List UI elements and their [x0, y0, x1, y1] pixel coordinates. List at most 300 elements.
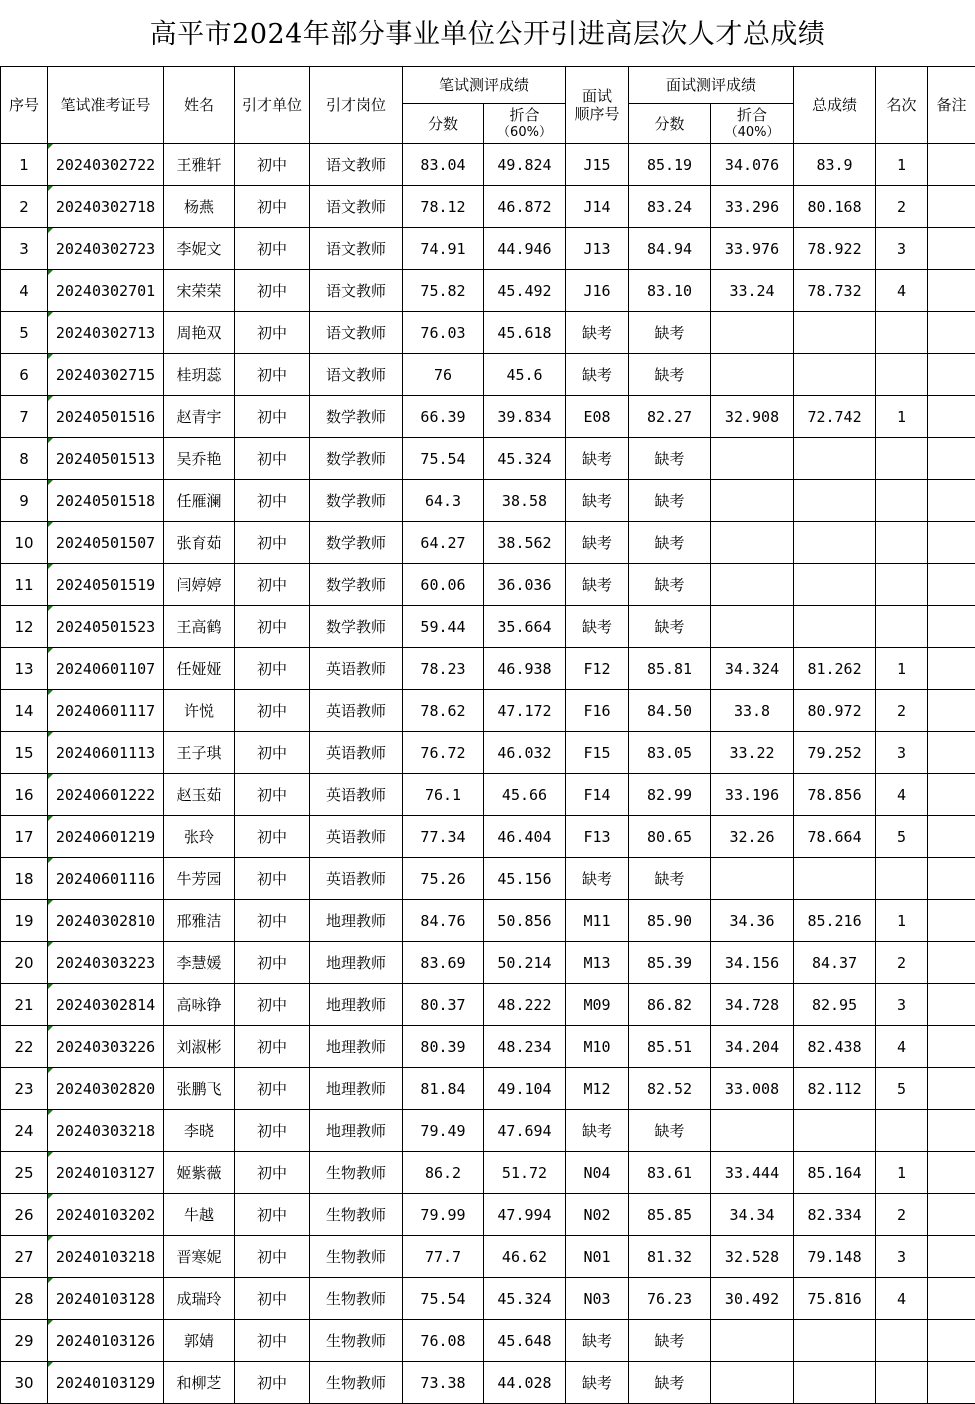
cell-seq: 18: [1, 858, 48, 900]
table-row: [1, 1152, 975, 1194]
cell-name: 成瑞玲: [164, 1278, 235, 1320]
cell-unit: 初中: [235, 522, 310, 564]
cell-total: 84.37: [794, 942, 876, 984]
cell-exam-no: 20240103126: [48, 1320, 164, 1362]
cell-interview-conv: 34.204: [711, 1026, 794, 1068]
cell-total: 85.216: [794, 900, 876, 942]
cell-written-score: 75.54: [403, 438, 484, 480]
cell-name: 郭婧: [164, 1320, 235, 1362]
cell-rank: 2: [876, 942, 928, 984]
cell-interview-score: 85.90: [629, 900, 711, 942]
cell-interview-score: 81.32: [629, 1236, 711, 1278]
cell-rank: 1: [876, 648, 928, 690]
cell-interview-order: 缺考: [566, 354, 629, 396]
cell-unit: 初中: [235, 354, 310, 396]
cell-interview-order: 缺考: [566, 438, 629, 480]
cell-written-score: 77.7: [403, 1236, 484, 1278]
cell-interview-order: 缺考: [566, 1110, 629, 1152]
cell-interview-score: 83.05: [629, 732, 711, 774]
cell-exam-no: 20240303223: [48, 942, 164, 984]
cell-unit: 初中: [235, 228, 310, 270]
cell-written-conv: 47.694: [484, 1110, 566, 1152]
cell-name: 晋寒妮: [164, 1236, 235, 1278]
cell-unit: 初中: [235, 1152, 310, 1194]
cell-interview-score: 83.24: [629, 186, 711, 228]
cell-total: [794, 1110, 876, 1152]
cell-interview-conv: 32.908: [711, 396, 794, 438]
cell-seq: 26: [1, 1194, 48, 1236]
cell-rank: 1: [876, 1152, 928, 1194]
cell-interview-order: M12: [566, 1068, 629, 1110]
header-remark: 备注: [928, 67, 975, 144]
header-interview-conv-line1: 折合: [737, 105, 768, 124]
cell-seq: 13: [1, 648, 48, 690]
cell-name: 邢雅洁: [164, 900, 235, 942]
cell-rank: [876, 480, 928, 522]
cell-post: 生物教师: [310, 1320, 403, 1362]
cell-interview-order: E08: [566, 396, 629, 438]
table-row: [1, 1236, 975, 1278]
cell-remark: [928, 522, 975, 564]
table-row: [1, 942, 975, 984]
header-written-score: 分数: [403, 104, 484, 144]
cell-written-conv: 48.234: [484, 1026, 566, 1068]
cell-written-conv: 38.562: [484, 522, 566, 564]
cell-interview-score: 缺考: [629, 312, 711, 354]
cell-written-score: 59.44: [403, 606, 484, 648]
cell-exam-no: 20240601117: [48, 690, 164, 732]
cell-rank: 2: [876, 186, 928, 228]
cell-interview-conv: [711, 522, 794, 564]
cell-interview-conv: 33.296: [711, 186, 794, 228]
cell-written-conv: 48.222: [484, 984, 566, 1026]
cell-written-score: 75.54: [403, 1278, 484, 1320]
cell-name: 李慧媛: [164, 942, 235, 984]
header-post: 引才岗位: [310, 67, 403, 144]
cell-interview-score: 85.81: [629, 648, 711, 690]
cell-name: 牛芳园: [164, 858, 235, 900]
cell-exam-no: 20240103128: [48, 1278, 164, 1320]
cell-remark: [928, 144, 975, 186]
cell-name: 许悦: [164, 690, 235, 732]
cell-total: [794, 1320, 876, 1362]
cell-post: 语文教师: [310, 186, 403, 228]
table-row: [1, 732, 975, 774]
header-name: 姓名: [164, 67, 235, 144]
cell-written-conv: 49.824: [484, 144, 566, 186]
cell-rank: [876, 858, 928, 900]
cell-seq: 24: [1, 1110, 48, 1152]
cell-interview-order: M09: [566, 984, 629, 1026]
cell-name: 周艳双: [164, 312, 235, 354]
cell-remark: [928, 396, 975, 438]
cell-interview-conv: [711, 564, 794, 606]
cell-post: 英语教师: [310, 648, 403, 690]
cell-written-conv: 47.172: [484, 690, 566, 732]
cell-rank: 2: [876, 1194, 928, 1236]
header-written-conv-line1: 折合: [509, 105, 540, 124]
cell-interview-conv: 32.528: [711, 1236, 794, 1278]
cell-unit: 初中: [235, 564, 310, 606]
cell-interview-score: 缺考: [629, 438, 711, 480]
cell-seq: 29: [1, 1320, 48, 1362]
cell-name: 吴乔艳: [164, 438, 235, 480]
cell-unit: 初中: [235, 648, 310, 690]
cell-remark: [928, 774, 975, 816]
cell-written-score: 80.37: [403, 984, 484, 1026]
cell-exam-no: 20240302722: [48, 144, 164, 186]
header-written-conv-line2: （60%）: [497, 124, 552, 140]
cell-seq: 2: [1, 186, 48, 228]
cell-interview-conv: 34.076: [711, 144, 794, 186]
cell-total: 72.742: [794, 396, 876, 438]
page-title: 高平市2024年部分事业单位公开引进高层次人才总成绩: [149, 19, 826, 50]
table-row: [1, 354, 975, 396]
cell-seq: 7: [1, 396, 48, 438]
cell-written-score: 75.82: [403, 270, 484, 312]
cell-interview-conv: 33.444: [711, 1152, 794, 1194]
cell-seq: 27: [1, 1236, 48, 1278]
cell-remark: [928, 900, 975, 942]
cell-remark: [928, 1026, 975, 1068]
cell-interview-conv: 34.156: [711, 942, 794, 984]
cell-written-conv: 46.872: [484, 186, 566, 228]
cell-written-conv: 50.214: [484, 942, 566, 984]
cell-remark: [928, 438, 975, 480]
cell-interview-score: 82.99: [629, 774, 711, 816]
cell-unit: 初中: [235, 1110, 310, 1152]
cell-name: 张育茹: [164, 522, 235, 564]
table-row: [1, 1110, 975, 1152]
cell-rank: [876, 1320, 928, 1362]
cell-exam-no: 20240601107: [48, 648, 164, 690]
cell-name: 赵玉茹: [164, 774, 235, 816]
cell-post: 地理教师: [310, 1110, 403, 1152]
cell-seq: 17: [1, 816, 48, 858]
cell-exam-no: 20240302718: [48, 186, 164, 228]
cell-name: 宋荣荣: [164, 270, 235, 312]
cell-written-score: 78.62: [403, 690, 484, 732]
cell-written-score: 60.06: [403, 564, 484, 606]
cell-post: 数学教师: [310, 480, 403, 522]
cell-interview-order: 缺考: [566, 522, 629, 564]
table-row: [1, 858, 975, 900]
cell-seq: 9: [1, 480, 48, 522]
cell-interview-conv: 34.324: [711, 648, 794, 690]
cell-seq: 5: [1, 312, 48, 354]
cell-written-conv: 45.6: [484, 354, 566, 396]
cell-name: 姬紫薇: [164, 1152, 235, 1194]
cell-post: 英语教师: [310, 816, 403, 858]
cell-unit: 初中: [235, 1236, 310, 1278]
cell-exam-no: 20240303218: [48, 1110, 164, 1152]
cell-post: 数学教师: [310, 522, 403, 564]
cell-unit: 初中: [235, 312, 310, 354]
cell-exam-no: 20240302701: [48, 270, 164, 312]
cell-written-score: 76: [403, 354, 484, 396]
cell-written-conv: 45.156: [484, 858, 566, 900]
cell-interview-order: 缺考: [566, 480, 629, 522]
cell-written-conv: 51.72: [484, 1152, 566, 1194]
cell-remark: [928, 1152, 975, 1194]
cell-name: 任雁澜: [164, 480, 235, 522]
cell-name: 和柳芝: [164, 1362, 235, 1404]
cell-exam-no: 20240601113: [48, 732, 164, 774]
cell-seq: 6: [1, 354, 48, 396]
cell-name: 赵青宇: [164, 396, 235, 438]
cell-post: 生物教师: [310, 1194, 403, 1236]
cell-seq: 4: [1, 270, 48, 312]
cell-interview-order: 缺考: [566, 312, 629, 354]
cell-rank: 3: [876, 732, 928, 774]
cell-name: 杨燕: [164, 186, 235, 228]
cell-total: [794, 354, 876, 396]
cell-seq: 1: [1, 144, 48, 186]
cell-written-conv: 39.834: [484, 396, 566, 438]
cell-name: 刘淑彬: [164, 1026, 235, 1068]
cell-remark: [928, 1362, 975, 1404]
cell-seq: 16: [1, 774, 48, 816]
cell-total: 78.664: [794, 816, 876, 858]
cell-interview-conv: [711, 354, 794, 396]
cell-interview-conv: [711, 1320, 794, 1362]
cell-name: 李晓: [164, 1110, 235, 1152]
table-header: [1, 67, 975, 144]
cell-interview-score: 缺考: [629, 522, 711, 564]
cell-post: 语文教师: [310, 270, 403, 312]
cell-total: [794, 522, 876, 564]
cell-name: 牛越: [164, 1194, 235, 1236]
cell-rank: [876, 354, 928, 396]
cell-remark: [928, 312, 975, 354]
cell-exam-no: 20240302814: [48, 984, 164, 1026]
cell-rank: 4: [876, 1026, 928, 1068]
cell-total: 78.922: [794, 228, 876, 270]
cell-exam-no: 20240302713: [48, 312, 164, 354]
cell-remark: [928, 228, 975, 270]
cell-unit: 初中: [235, 1278, 310, 1320]
cell-name: 李妮文: [164, 228, 235, 270]
table-row: [1, 606, 975, 648]
cell-exam-no: 20240103202: [48, 1194, 164, 1236]
table-row: [1, 984, 975, 1026]
cell-total: 82.112: [794, 1068, 876, 1110]
cell-remark: [928, 1110, 975, 1152]
cell-interview-conv: 33.008: [711, 1068, 794, 1110]
cell-name: 王高鹤: [164, 606, 235, 648]
cell-post: 地理教师: [310, 984, 403, 1026]
cell-rank: [876, 438, 928, 480]
cell-remark: [928, 690, 975, 732]
cell-name: 任娅娅: [164, 648, 235, 690]
cell-post: 英语教师: [310, 774, 403, 816]
cell-rank: 5: [876, 1068, 928, 1110]
header-seq: 序号: [1, 67, 48, 144]
cell-interview-score: 缺考: [629, 1110, 711, 1152]
cell-total: [794, 606, 876, 648]
cell-name: 闫婷婷: [164, 564, 235, 606]
cell-post: 数学教师: [310, 564, 403, 606]
cell-exam-no: 20240501513: [48, 438, 164, 480]
cell-interview-order: 缺考: [566, 1320, 629, 1362]
table-row: [1, 1278, 975, 1320]
cell-remark: [928, 816, 975, 858]
table-body: [1, 144, 975, 1404]
cell-post: 语文教师: [310, 144, 403, 186]
cell-written-score: 78.23: [403, 648, 484, 690]
cell-rank: [876, 564, 928, 606]
cell-seq: 21: [1, 984, 48, 1026]
cell-post: 地理教师: [310, 1068, 403, 1110]
cell-total: [794, 438, 876, 480]
cell-interview-order: F16: [566, 690, 629, 732]
cell-unit: 初中: [235, 1320, 310, 1362]
cell-interview-conv: [711, 312, 794, 354]
table-row: [1, 816, 975, 858]
cell-post: 英语教师: [310, 690, 403, 732]
cell-exam-no: 20240303226: [48, 1026, 164, 1068]
cell-unit: 初中: [235, 396, 310, 438]
cell-total: 79.148: [794, 1236, 876, 1278]
cell-interview-order: 缺考: [566, 858, 629, 900]
cell-post: 地理教师: [310, 1026, 403, 1068]
table-row: [1, 144, 975, 186]
header-total: 总成绩: [794, 67, 876, 144]
cell-total: 82.334: [794, 1194, 876, 1236]
cell-remark: [928, 732, 975, 774]
cell-unit: 初中: [235, 1068, 310, 1110]
cell-remark: [928, 354, 975, 396]
cell-written-conv: 45.324: [484, 1278, 566, 1320]
table-row: [1, 690, 975, 732]
cell-unit: 初中: [235, 270, 310, 312]
cell-unit: 初中: [235, 606, 310, 648]
cell-written-score: 78.12: [403, 186, 484, 228]
cell-exam-no: 20240501518: [48, 480, 164, 522]
cell-rank: 5: [876, 816, 928, 858]
cell-exam-no: 20240501507: [48, 522, 164, 564]
cell-total: 82.95: [794, 984, 876, 1026]
table-row: [1, 564, 975, 606]
cell-remark: [928, 606, 975, 648]
cell-written-score: 76.03: [403, 312, 484, 354]
cell-seq: 10: [1, 522, 48, 564]
cell-rank: 4: [876, 270, 928, 312]
cell-seq: 30: [1, 1362, 48, 1404]
cell-remark: [928, 1194, 975, 1236]
cell-unit: 初中: [235, 816, 310, 858]
cell-total: 79.252: [794, 732, 876, 774]
cell-remark: [928, 480, 975, 522]
cell-remark: [928, 942, 975, 984]
header-written-group: 笔试测评成绩: [403, 67, 566, 104]
cell-written-conv: 38.58: [484, 480, 566, 522]
table-row: [1, 522, 975, 564]
header-interview-order-line2: 顺序号: [574, 105, 620, 123]
cell-unit: 初中: [235, 984, 310, 1026]
cell-post: 数学教师: [310, 606, 403, 648]
cell-interview-score: 缺考: [629, 1320, 711, 1362]
cell-total: [794, 1362, 876, 1404]
cell-post: 地理教师: [310, 942, 403, 984]
cell-rank: 4: [876, 774, 928, 816]
cell-name: 张玲: [164, 816, 235, 858]
cell-rank: [876, 522, 928, 564]
cell-interview-conv: 34.34: [711, 1194, 794, 1236]
table-row: [1, 438, 975, 480]
cell-interview-order: 缺考: [566, 606, 629, 648]
cell-total: 80.168: [794, 186, 876, 228]
cell-written-score: 76.72: [403, 732, 484, 774]
cell-written-score: 86.2: [403, 1152, 484, 1194]
table-row: [1, 480, 975, 522]
cell-name: 王雅轩: [164, 144, 235, 186]
cell-seq: 20: [1, 942, 48, 984]
cell-post: 生物教师: [310, 1278, 403, 1320]
cell-post: 数学教师: [310, 396, 403, 438]
cell-rank: 3: [876, 1236, 928, 1278]
table-row: [1, 1320, 975, 1362]
cell-exam-no: 20240601116: [48, 858, 164, 900]
cell-interview-score: 缺考: [629, 1362, 711, 1404]
cell-seq: 23: [1, 1068, 48, 1110]
cell-written-conv: 47.994: [484, 1194, 566, 1236]
cell-remark: [928, 1068, 975, 1110]
cell-total: [794, 564, 876, 606]
cell-rank: 3: [876, 984, 928, 1026]
cell-interview-order: F12: [566, 648, 629, 690]
cell-exam-no: 20240302820: [48, 1068, 164, 1110]
cell-interview-order: F13: [566, 816, 629, 858]
cell-written-conv: 45.648: [484, 1320, 566, 1362]
cell-unit: 初中: [235, 732, 310, 774]
cell-interview-score: 76.23: [629, 1278, 711, 1320]
cell-post: 生物教师: [310, 1236, 403, 1278]
cell-remark: [928, 186, 975, 228]
cell-rank: 2: [876, 690, 928, 732]
cell-post: 语文教师: [310, 354, 403, 396]
table-row: [1, 1026, 975, 1068]
cell-total: 85.164: [794, 1152, 876, 1194]
cell-seq: 19: [1, 900, 48, 942]
cell-interview-conv: 30.492: [711, 1278, 794, 1320]
cell-remark: [928, 1278, 975, 1320]
cell-interview-conv: 33.22: [711, 732, 794, 774]
cell-seq: 14: [1, 690, 48, 732]
cell-rank: 1: [876, 900, 928, 942]
header-written-conv: [484, 104, 566, 144]
cell-remark: [928, 1236, 975, 1278]
cell-written-score: 80.39: [403, 1026, 484, 1068]
header-unit: 引才单位: [235, 67, 310, 144]
cell-interview-order: M11: [566, 900, 629, 942]
cell-exam-no: 20240302810: [48, 900, 164, 942]
table-row: [1, 648, 975, 690]
cell-written-score: 66.39: [403, 396, 484, 438]
cell-interview-score: 缺考: [629, 480, 711, 522]
cell-seq: 22: [1, 1026, 48, 1068]
cell-interview-score: 84.50: [629, 690, 711, 732]
cell-exam-no: 20240302723: [48, 228, 164, 270]
cell-post: 英语教师: [310, 732, 403, 774]
cell-written-score: 73.38: [403, 1362, 484, 1404]
cell-interview-score: 缺考: [629, 858, 711, 900]
cell-total: 83.9: [794, 144, 876, 186]
cell-unit: 初中: [235, 1194, 310, 1236]
cell-seq: 8: [1, 438, 48, 480]
cell-interview-order: J14: [566, 186, 629, 228]
cell-seq: 12: [1, 606, 48, 648]
